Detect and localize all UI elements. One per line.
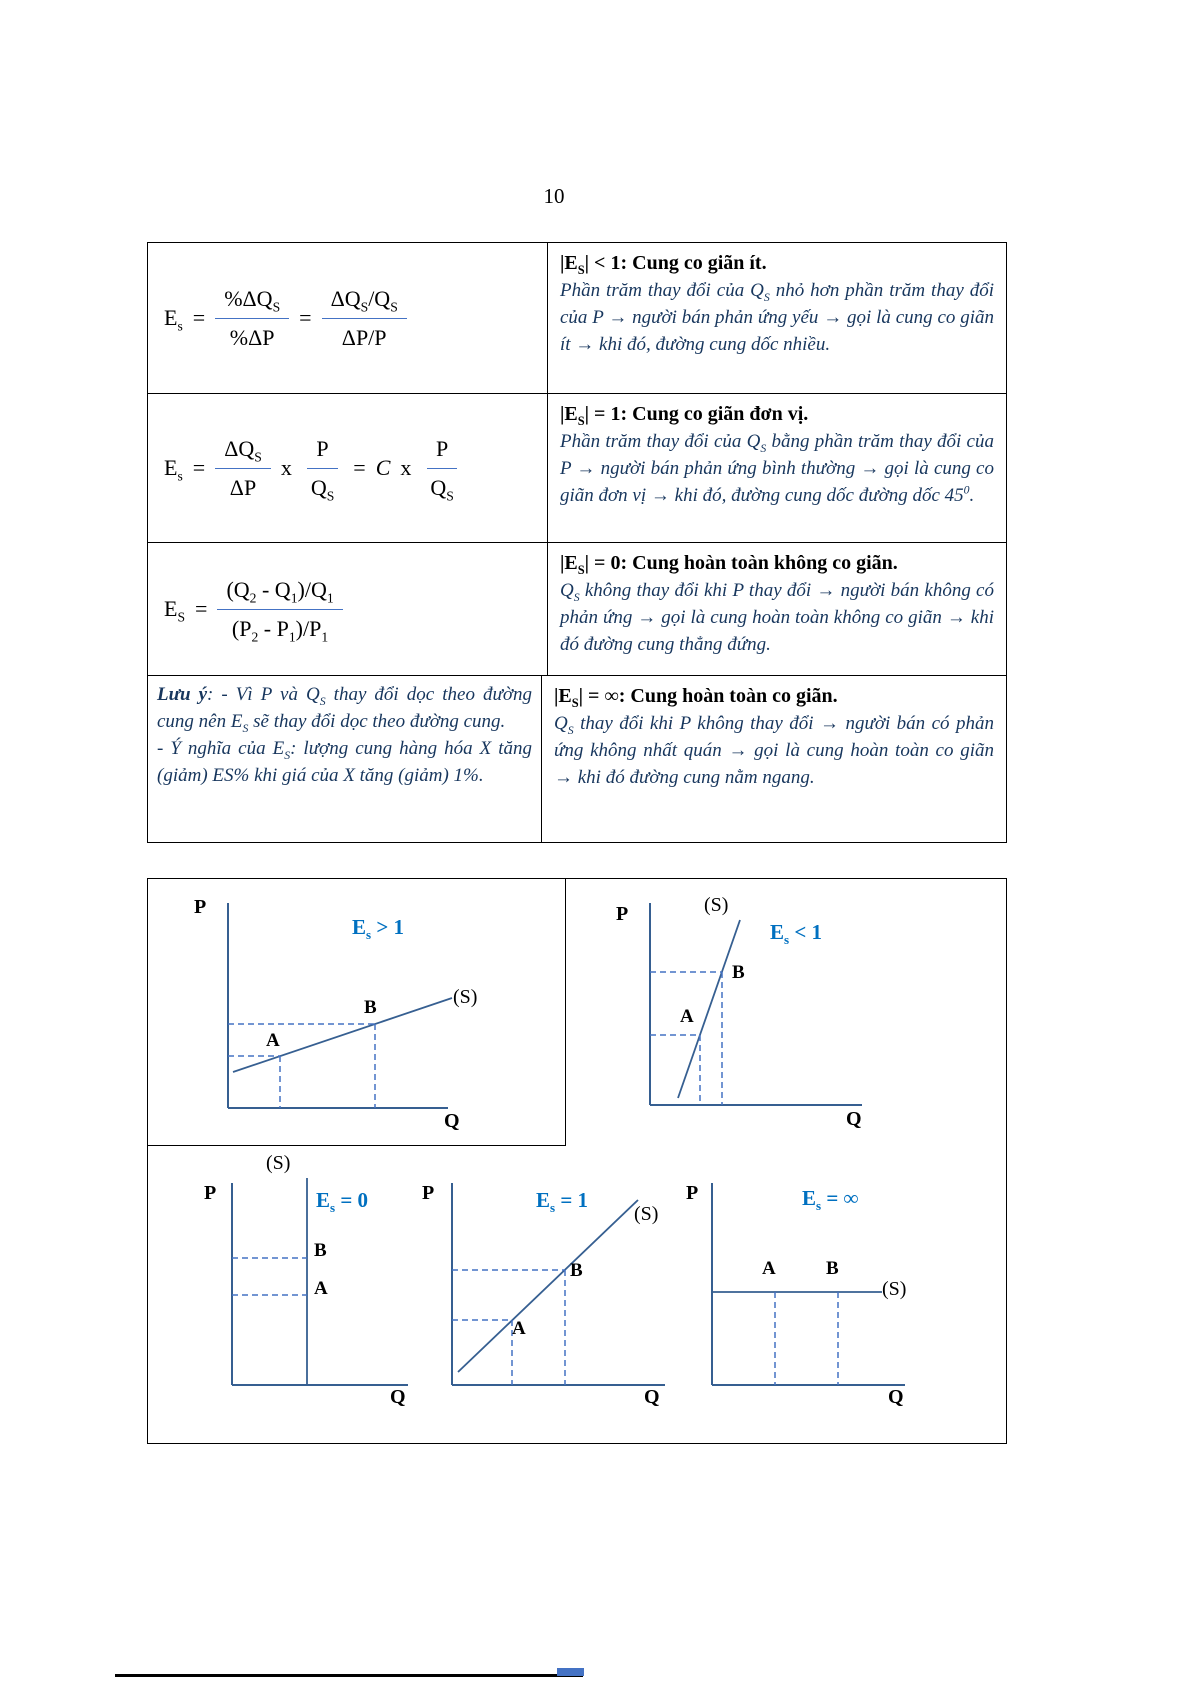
chart-es-infinity	[712, 1183, 905, 1385]
fraction: $\frac{P}{Q_S}$	[421, 436, 462, 501]
rule-description: $Q_S$ thay đổi khi P không thay đổi → người bán có phản ứng không nhất quán → gọi là cung hoàn toàn co giãn → khi đó đường cung nằm ngang.	[554, 713, 994, 789]
chart4-q-axis-label: Q	[644, 1386, 660, 1408]
rule-description: Phần trăm thay đổi của $Q_S$ nhỏ hơn phần trăm thay đổi của P → người bán phản ứng yếu → gọi là cung co giãn ít → khi đó, đường cung dốc nhiều.	[560, 280, 994, 356]
chart5-point-b-label: B	[826, 1258, 839, 1279]
formula-cell	[148, 543, 548, 675]
chart4-p-axis-label: P	[422, 1182, 435, 1204]
fraction: $\frac{P}{Q_S}$	[302, 436, 343, 501]
chart3-point-a-label: A	[314, 1278, 328, 1299]
chart4-point-b-label: B	[570, 1260, 583, 1281]
chart2-p-axis-label: P	[616, 903, 629, 925]
footer-separator-line	[115, 1674, 583, 1677]
fraction: $\frac{\Delta Q_S}{\Delta P}$	[215, 436, 271, 501]
chart4-point-a-label: A	[512, 1318, 526, 1339]
chart3-p-axis-label: P	[204, 1182, 217, 1204]
table-row-es-lt-1	[148, 243, 1006, 393]
chart4-title: $E_s = 1$	[536, 1188, 589, 1216]
explanation-cell	[542, 676, 1006, 842]
chart2-title: $E_s < 1$	[770, 920, 823, 948]
equals-sign: =	[192, 455, 206, 480]
chart3-title: $E_s = 0$	[316, 1188, 369, 1216]
chart1-point-b-label: B	[364, 997, 377, 1018]
note-cell	[148, 676, 542, 842]
equals-sign: =	[192, 305, 206, 330]
explanation-cell	[548, 243, 1006, 393]
chart5-supply-label: (S)	[882, 1278, 907, 1300]
formula-lhs: $E_s$	[164, 455, 183, 484]
chart1-p-axis-label: P	[194, 896, 207, 918]
page-number: 10	[543, 184, 565, 208]
chart3-point-b-label: B	[314, 1240, 327, 1261]
es-arc-formula	[164, 577, 343, 642]
chart-es-gt-1	[228, 903, 452, 1108]
rule-heading: $|E_S| = 1$: Cung co giãn đơn vị.	[560, 403, 809, 428]
constant-c: C	[375, 455, 391, 480]
fraction: $\frac{(Q_2 - Q_1)/Q_1}{(P_2 - P_1)/P_1}$	[217, 577, 342, 642]
rule-description: $Q_S$ không thay đổi khi P thay đổi → người bán không có phản ứng → gọi là cung hoàn toàn không co giãn → khi đó đường cung thẳng đứng.	[560, 580, 994, 656]
times-sign: x	[280, 455, 292, 480]
chart-es-lt-1	[650, 903, 862, 1105]
chart5-point-a-label: A	[762, 1258, 776, 1279]
chart5-q-axis-label: Q	[888, 1386, 904, 1408]
elasticity-table	[147, 242, 1007, 843]
explanation-cell	[548, 394, 1006, 542]
rule-heading: $|E_S|$ = ∞: Cung hoàn toàn co giãn.	[554, 685, 838, 710]
formula-cell	[148, 243, 548, 393]
chart5-title: $E_s$ = ∞	[802, 1186, 859, 1214]
footer-blue-mark	[557, 1668, 584, 1676]
explanation-cell	[548, 543, 1006, 675]
chart1-q-axis-label: Q	[444, 1110, 460, 1132]
es-percentage-formula	[164, 286, 407, 351]
fraction: $\frac{\%\Delta Q_S}{\%\Delta P}$	[215, 286, 289, 351]
formula-lhs: $E_S$	[164, 596, 186, 625]
es-slope-formula	[164, 436, 463, 501]
rule-heading: $|E_S| = 0$: Cung hoàn toàn không co giãn.	[560, 552, 898, 577]
chart2-point-a-label: A	[680, 1006, 694, 1027]
chart2-supply-label: (S)	[704, 894, 729, 916]
chart2-q-axis-label: Q	[846, 1108, 862, 1130]
chart2-point-b-label: B	[732, 962, 745, 983]
rule-description: Phần trăm thay đổi của $Q_S$ bằng phần trăm thay đổi của P → người bán phản ứng bình thường → gọi là cung co giãn đơn vị → khi đó, đường cung dốc đường dốc $45^0$.	[560, 431, 994, 507]
formula-lhs: $E_s$	[164, 305, 183, 334]
fraction: $\frac{\Delta Q_S/Q_S}{\Delta P/P}$	[322, 286, 407, 351]
note-paragraph-2: - Ý nghĩa của $E_S$: lượng cung hàng hóa X tăng (giảm) ES% khi giá của X tăng (giảm) 1%.	[157, 737, 532, 786]
table-row-es-eq-0	[148, 542, 1006, 675]
chart1-point-a-label: A	[266, 1030, 280, 1051]
rule-heading: $|E_S| < 1$: Cung co giãn ít.	[560, 252, 767, 277]
chart1-supply-label: (S)	[453, 986, 478, 1008]
chart4-supply-label: (S)	[634, 1203, 659, 1225]
chart1-title: $E_s > 1$	[352, 915, 405, 943]
equals-sign: =	[299, 305, 312, 330]
supply-curve	[458, 1200, 638, 1372]
chart3-q-axis-label: Q	[390, 1386, 406, 1408]
times-sign: x	[400, 455, 412, 480]
chart3-supply-label: (S)	[266, 1152, 291, 1174]
table-row-es-eq-1	[148, 393, 1006, 542]
formula-cell	[148, 394, 548, 542]
note-paragraph-1: Lưu ý: - Vì P và $Q_S$ thay đổi dọc theo đường cung nên $E_S$ sẽ thay đổi dọc theo đường cung.	[157, 684, 532, 735]
chart5-p-axis-label: P	[686, 1182, 699, 1204]
equals-sign: =	[195, 596, 208, 621]
table-row-es-infinity	[148, 675, 1006, 842]
equals-sign: =	[353, 455, 366, 480]
